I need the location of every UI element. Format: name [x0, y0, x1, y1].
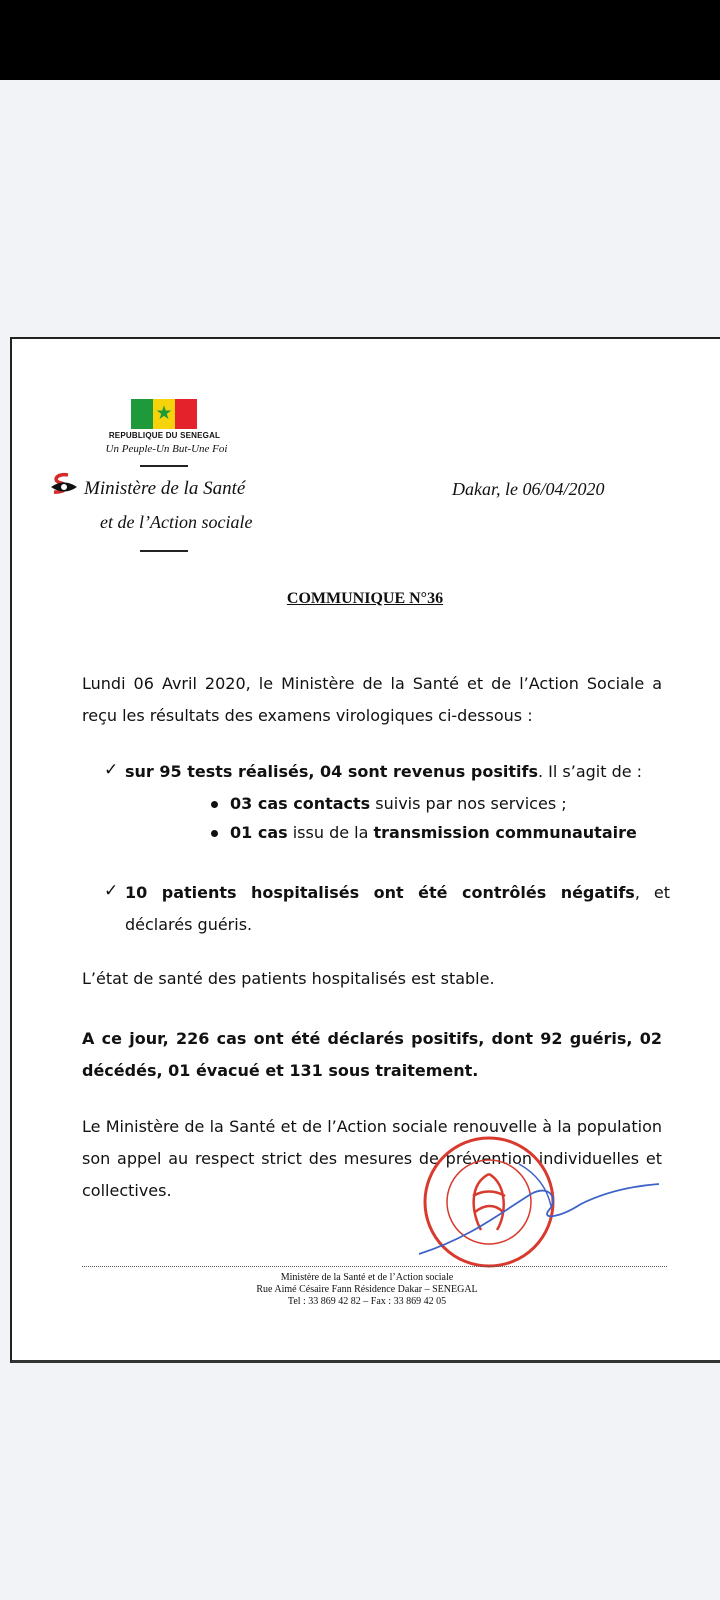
ministry-logo-icon	[48, 472, 78, 496]
communique-title: COMMUNIQUE N°36	[286, 590, 444, 607]
bullet-item-1-rest: suivis par nos services ;	[370, 794, 567, 813]
divider	[140, 465, 188, 467]
checkmark-icon: ✓	[104, 760, 119, 780]
bullet-item-2	[230, 817, 680, 849]
status-bar	[0, 0, 720, 80]
republic-motto: Un Peuple-Un But-Une Foi	[105, 443, 228, 455]
appeal-paragraph: Le Ministère de la Santé et de l’Action sociale renouvelle à la population son appel au respect strict des mesures de prévention individuelles et collectives.	[82, 1117, 662, 1200]
bullet-item-2-bold2: transmission communautaire	[373, 823, 637, 842]
intro-paragraph: Lundi 06 Avril 2020, le Ministère de la Santé et de l’Action Sociale a reçu les résultats des examens virologiques ci-dessous :	[82, 674, 662, 725]
ministry-name-line2: et de l’Action sociale	[100, 512, 253, 532]
official-stamp	[409, 1134, 669, 1269]
bullet-icon	[211, 830, 218, 837]
summary-paragraph: A ce jour, 226 cas ont été déclarés positifs, dont 92 guéris, 02 décédés, 01 évacué et 131 sous traitement.	[82, 1029, 662, 1080]
bullet-item-1	[230, 788, 680, 820]
footer	[162, 1272, 572, 1308]
result-item-2	[125, 877, 670, 941]
bullet-item-2-bold: 01 cas	[230, 823, 288, 842]
result-item-1	[125, 756, 685, 788]
status-paragraph: L’état de santé des patients hospitalisés est stable.	[82, 969, 495, 988]
result-item-1-rest: . Il s’agit de :	[537, 762, 643, 781]
republic-name: REPUBLIQUE DU SENEGAL	[108, 431, 221, 440]
footer-line-2: Rue Aimé Césaire Fann Résidence Dakar – SENEGAL	[256, 1284, 478, 1295]
result-item-2-bold: 10 patients hospitalisés ont été contrôlés négatifs	[125, 883, 635, 902]
star-icon: ★	[155, 402, 173, 424]
document-page	[10, 337, 720, 1363]
result-item-1-bold: sur 95 tests réalisés, 04 sont revenus positifs	[125, 762, 538, 781]
footer-line-3: Tel : 33 869 42 82 – Fax : 33 869 42 05	[287, 1296, 447, 1307]
checkmark-icon: ✓	[104, 881, 119, 901]
footer-line-1: Ministère de la Santé et de l’Action sociale	[280, 1272, 454, 1283]
dateline: Dakar, le 06/04/2020	[452, 479, 605, 499]
senegal-flag	[131, 399, 197, 429]
result-item-2-rest: , et déclarés guéris.	[125, 883, 671, 934]
divider	[140, 550, 188, 552]
bullet-icon	[211, 801, 218, 808]
footer-divider	[82, 1266, 667, 1267]
bullet-item-1-bold: 03 cas contacts	[230, 794, 371, 813]
bullet-item-2-mid: issu de la	[287, 823, 374, 842]
ministry-name-line1: Ministère de la Santé	[84, 478, 246, 499]
